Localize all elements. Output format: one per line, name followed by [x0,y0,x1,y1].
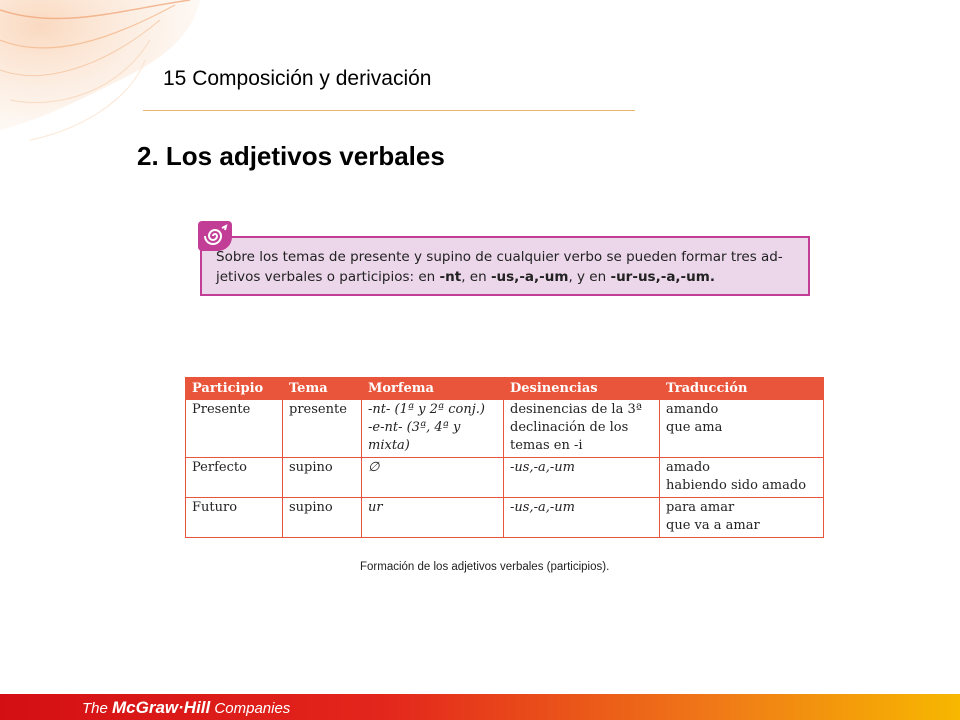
table-row [186,498,824,538]
traduccion-line: amando [666,402,719,417]
cell-morfema [362,400,504,458]
cell-desinencias: desinencias de la 3ª declinación de los temas en -i [504,400,660,458]
info-box-text: Sobre los temas de presente y supino de cualquier verbo se pueden formar tres ad-jetivos verbales o participios: en -nt, en -us,-a,-um, y en -ur-us,-a,-um. [216,249,783,285]
info-box [200,236,810,296]
cell-participio: Presente [186,400,283,458]
traduccion-line: amado [666,460,710,475]
traduccion-line: para amar [666,500,735,515]
column-header: Tema [283,378,362,400]
cell-morfema [362,458,504,498]
table-row [186,458,824,498]
cell-tema: presente [283,400,362,458]
participles-table [185,377,824,538]
footer-bar [0,694,960,720]
cell-morfema [362,498,504,538]
table-header-row [186,378,824,400]
cell-traduccion [660,458,824,498]
cell-traduccion [660,400,824,458]
column-header: Traducción [660,378,824,400]
publisher-logo: The McGraw·Hill Companies [82,698,291,717]
morfema-line: ur [368,500,383,515]
column-header: Desinencias [504,378,660,400]
cell-traduccion [660,498,824,538]
traduccion-line: que ama [666,420,723,435]
table-row [186,400,824,458]
column-header: Morfema [362,378,504,400]
section-title: 2. Los adjetivos verbales [137,141,445,171]
morfema-line: -e-nt- (3ª, 4ª y mixta) [368,420,461,453]
cell-participio: Perfecto [186,458,283,498]
cell-desinencias: -us,-a,-um [504,498,660,538]
cell-tema: supino [283,458,362,498]
cell-tema: supino [283,498,362,538]
chapter-title: 15 Composición y derivación [163,67,432,90]
morfema-line: ∅ [368,460,380,475]
morfema-line: -nt- (1ª y 2ª conj.) [368,402,485,417]
cell-desinencias: -us,-a,-um [504,458,660,498]
table-caption: Formación de los adjetivos verbales (participios). [360,561,610,573]
traduccion-line: que va a amar [666,518,760,533]
title-divider [143,110,635,111]
spiral-icon [198,221,232,251]
column-header: Participio [186,378,283,400]
cell-participio: Futuro [186,498,283,538]
traduccion-line: habiendo sido amado [666,478,807,493]
